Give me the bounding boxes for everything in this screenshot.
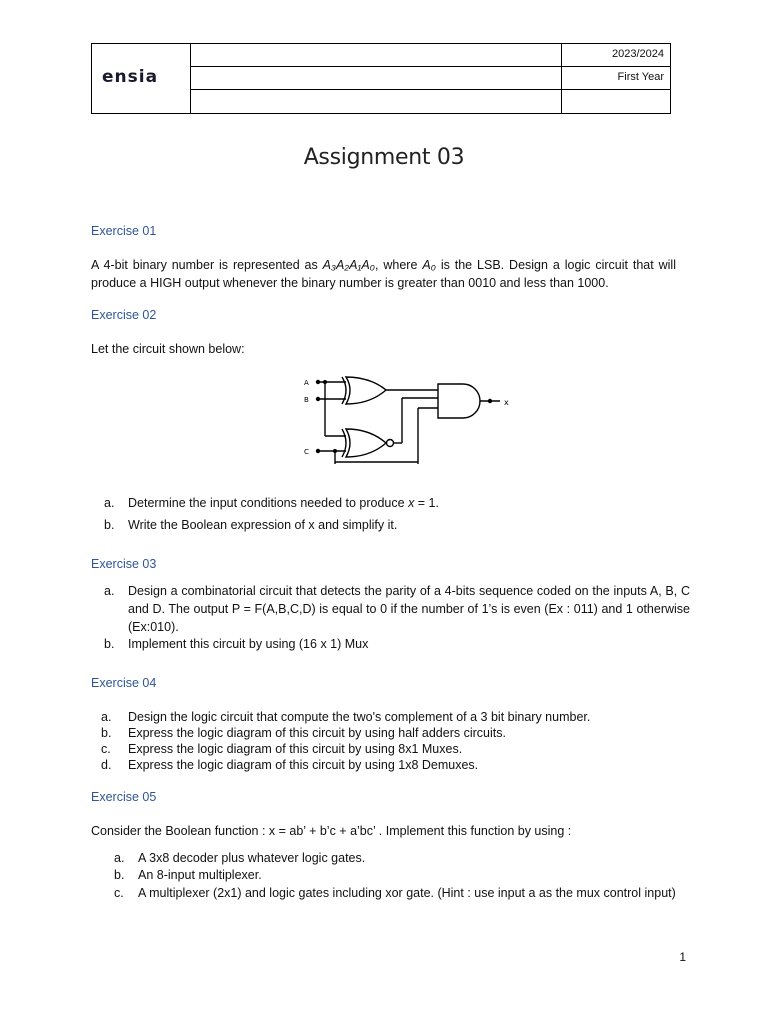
page-number: 1 — [679, 950, 686, 964]
exercise-05-intro: Consider the Boolean function : x = ab’ + b’c + a’bc’ . Implement this function by using : — [91, 824, 572, 838]
item-label: a. — [104, 496, 115, 510]
header-table — [91, 43, 671, 114]
item-text: An 8-input multiplexer. — [138, 868, 262, 882]
ex1-text-part: A 4-bit binary number is represented as — [91, 258, 323, 272]
circuit-input-c: C — [304, 448, 309, 456]
year-label: 2023/2024 — [612, 48, 664, 60]
item-label: b. — [104, 637, 115, 651]
item-text: Express the logic diagram of this circuit by using 1x8 Demuxes. — [128, 758, 479, 772]
item-label: c. — [101, 742, 111, 756]
item-label: a. — [101, 710, 112, 724]
item-label: a. — [114, 851, 125, 865]
exercise-01-heading: Exercise 01 — [91, 224, 157, 238]
item-text: Express the logic diagram of this circuit by using half adders circuits. — [128, 726, 506, 740]
exercise-05-heading: Exercise 05 — [91, 790, 157, 804]
ex1-text-part: is the LSB. Design a logic circuit that will produce a HIGH output whenever the binary number is greater than 0010 and less than 1000. — [91, 258, 676, 290]
header-divider — [190, 44, 191, 113]
item-text: Design a combinatorial circuit that detects the parity of a 4-bits sequence coded on the inputs A, B, C and D. The output P = F(A,B,C,D) is equal to 0 if the number of 1’s is even (Ex : 011) and 1 otherwise (Ex:010). — [128, 584, 690, 634]
circuit-input-a: A — [304, 379, 309, 387]
exercise-04-heading: Exercise 04 — [91, 676, 157, 690]
item-text: Implement this circuit by using (16 x 1) Mux — [128, 637, 369, 651]
exercise-03-heading: Exercise 03 — [91, 557, 157, 571]
item-label: b. — [104, 518, 115, 532]
level-label: First Year — [617, 71, 664, 83]
item-text: Determine the input conditions needed to produce — [128, 496, 409, 510]
exercise-02-intro: Let the circuit shown below: — [91, 342, 245, 356]
logic-circuit-diagram — [298, 372, 518, 464]
ex1-variable: A₃A₂A₁A₀ — [322, 258, 375, 272]
header-divider — [190, 89, 670, 90]
circuit-input-b: B — [304, 396, 309, 404]
item-text: Express the logic diagram of this circuit by using 8x1 Muxes. — [128, 742, 463, 756]
item-text: A 3x8 decoder plus whatever logic gates. — [138, 851, 366, 865]
page-title: Assignment 03 — [303, 145, 465, 170]
item-label: c. — [114, 886, 124, 900]
header-divider — [190, 66, 670, 67]
logo-text: ensia — [102, 67, 159, 87]
item-label: b. — [114, 868, 125, 882]
item-text: A multiplexer (2x1) and logic gates including xor gate. (Hint : use input a as the mux control input) — [138, 886, 676, 900]
ex1-text-part: , where — [374, 258, 423, 272]
ensia-logo — [100, 62, 184, 90]
item-text: = 1. — [414, 496, 439, 510]
header-divider — [561, 44, 562, 113]
item-label: a. — [104, 584, 115, 598]
item-variable: x — [408, 496, 415, 510]
ex1-variable: A₀ — [422, 258, 436, 272]
item-label: d. — [101, 758, 112, 772]
item-label: b. — [101, 726, 112, 740]
exercise-02-heading: Exercise 02 — [91, 308, 157, 322]
exercise-01-text — [91, 256, 676, 292]
item-text: Write the Boolean expression of x and simplify it. — [128, 518, 398, 532]
circuit-output-x: x — [504, 398, 509, 407]
item-text: Design the logic circuit that compute the two's complement of a 3 bit binary number. — [128, 710, 591, 724]
